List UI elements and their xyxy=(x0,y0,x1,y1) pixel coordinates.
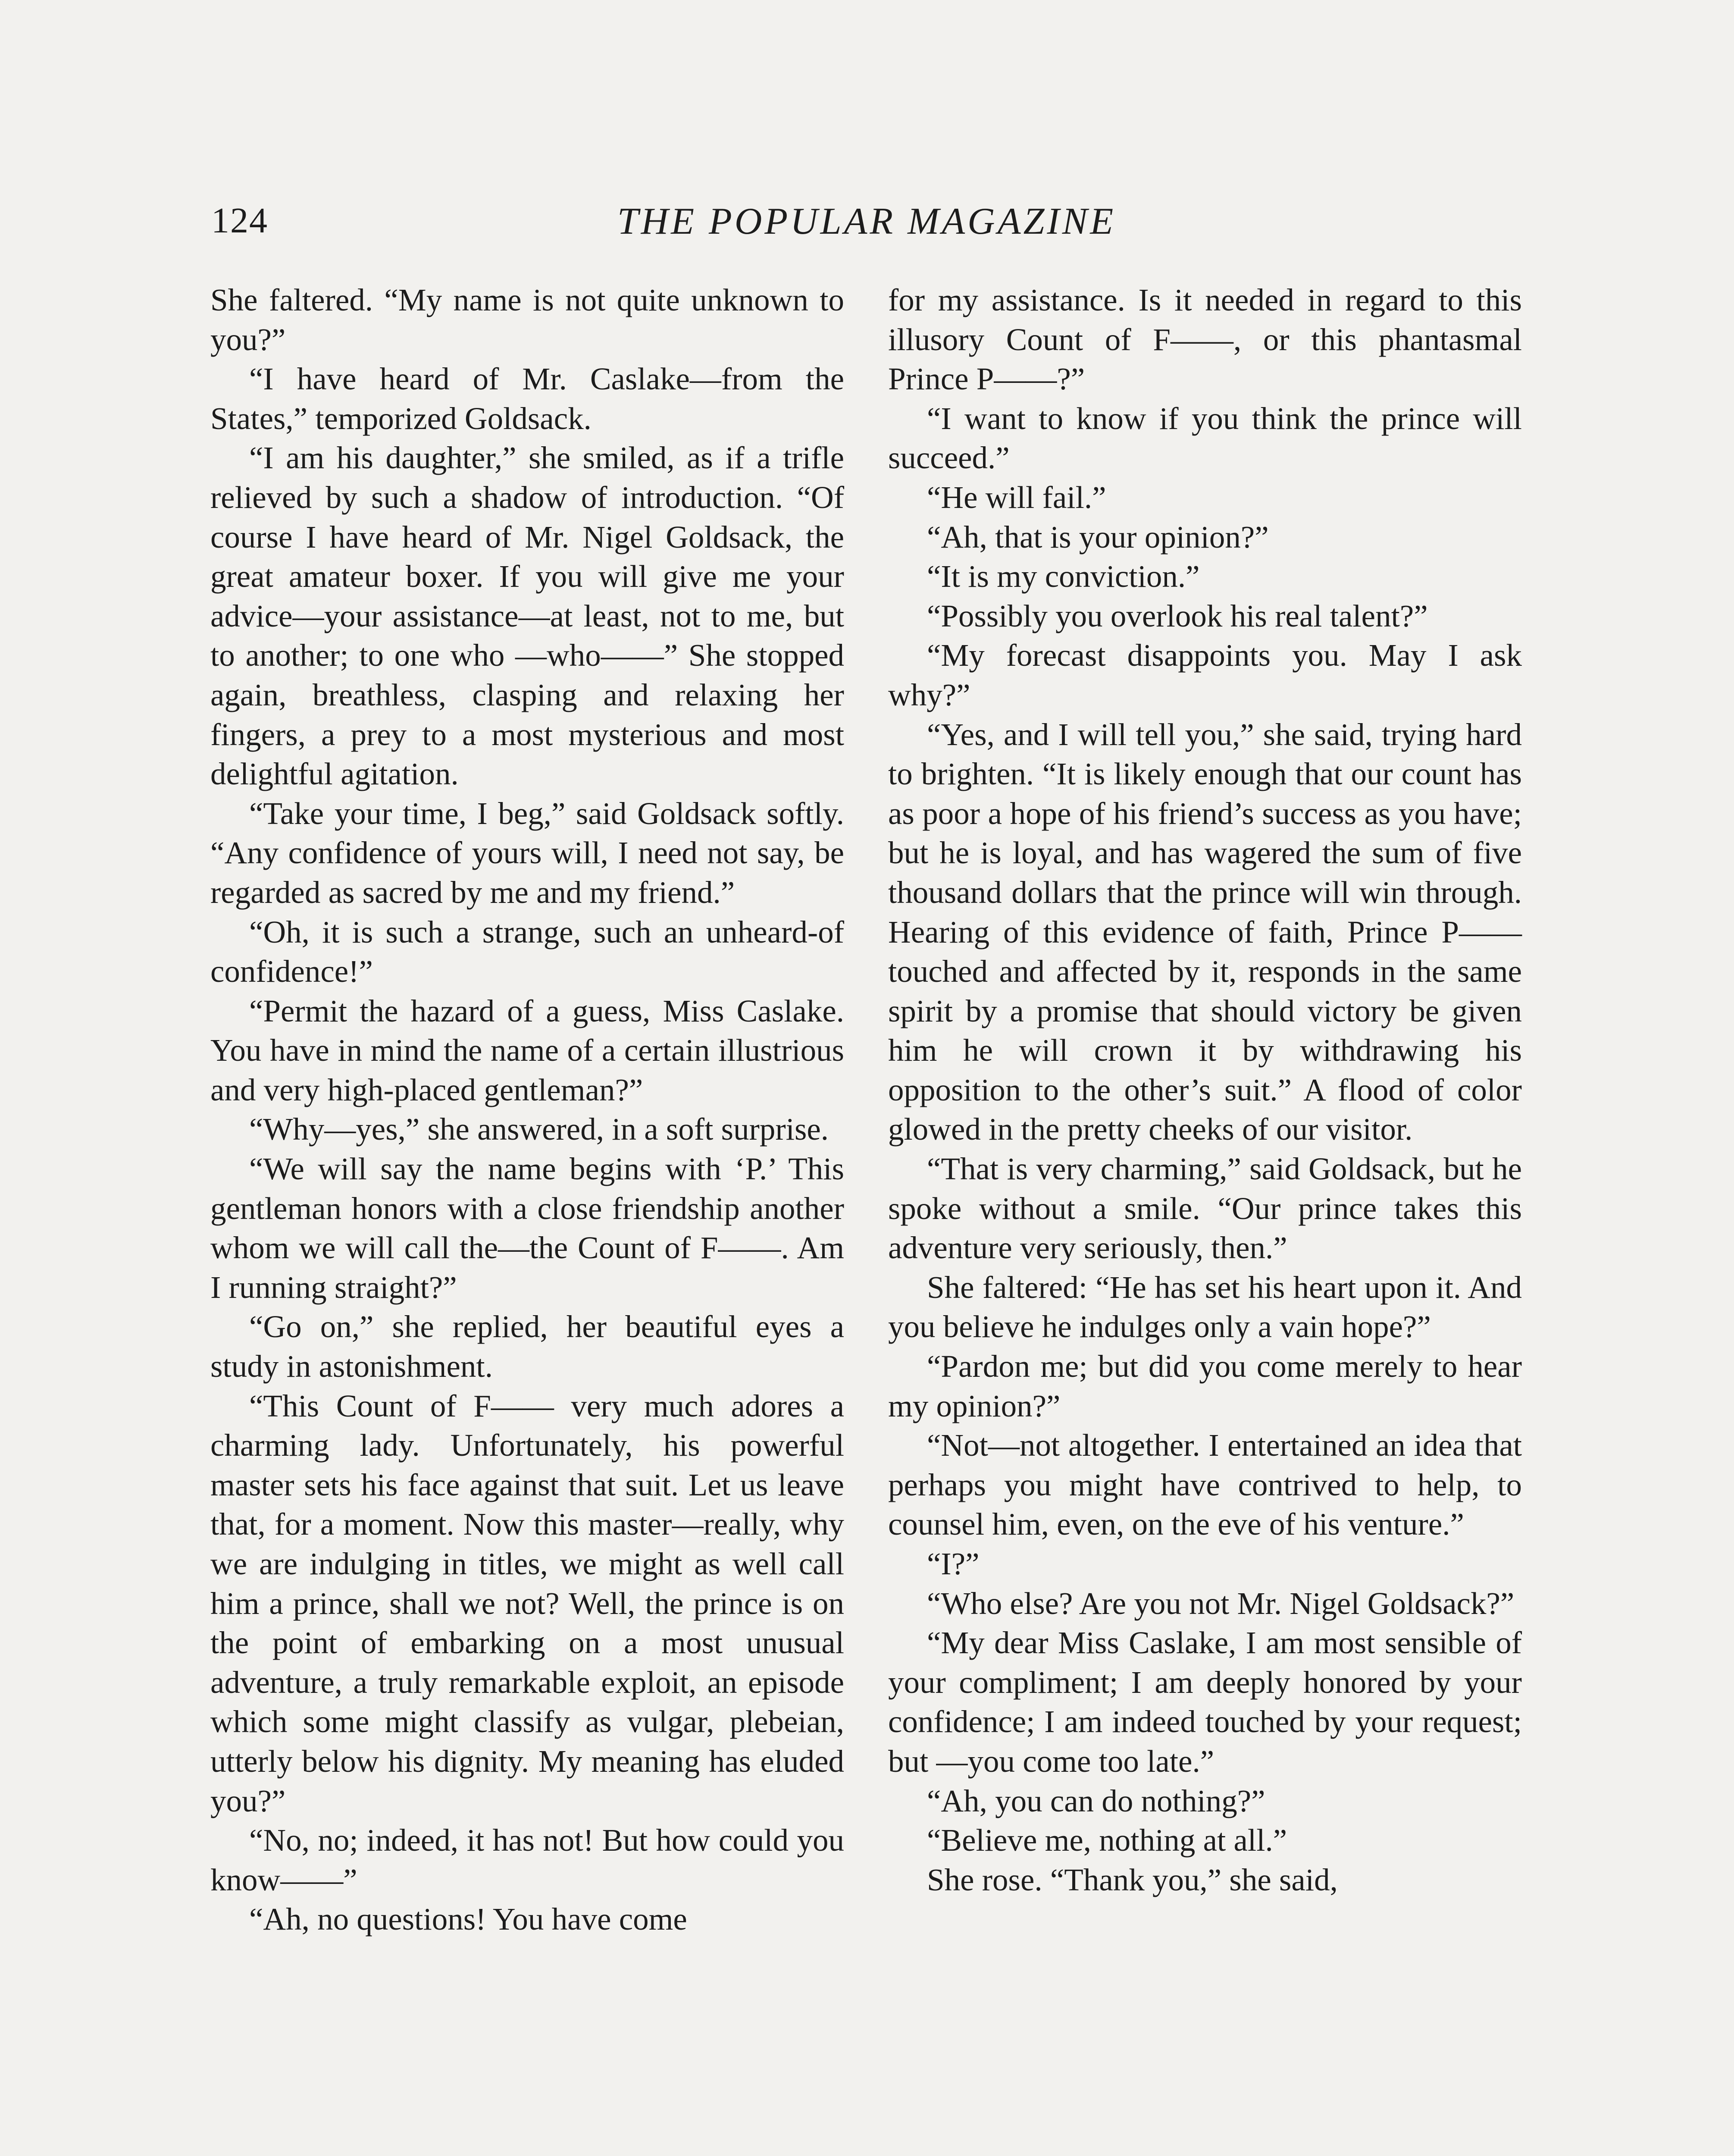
paragraph: “I want to know if you think the prince will succeed.” xyxy=(888,401,1522,476)
paragraph: She faltered. “My name is not quite unknown to you?” xyxy=(210,282,844,357)
paragraph: “I have heard of Mr. Caslake—from the States,” temporized Goldsack. xyxy=(210,361,844,436)
paragraph: “He will fail.” xyxy=(927,479,1106,515)
page-number: 124 xyxy=(211,201,268,241)
paragraph: “It is my conviction.” xyxy=(927,559,1200,594)
paragraph: “Permit the hazard of a guess, Miss Caslake. You have in mind the name of a certain illustrious and very high-placed gentleman?” xyxy=(210,993,844,1107)
paragraph: “Possibly you overlook his real talent?” xyxy=(927,598,1428,633)
paragraph: “Why—yes,” she answered, in a soft surprise. xyxy=(249,1112,829,1147)
paragraph: She faltered: “He has set his heart upon it. And you believe he indulges only a vain hope?” xyxy=(888,1269,1522,1344)
paragraph: for my assistance. Is it needed in regard to this illusory Count of F——, or this phantasmal Prince P——?” xyxy=(888,282,1522,397)
paragraph: “Believe me, nothing at all.” xyxy=(927,1823,1287,1858)
paragraph: “Ah, no questions! You have come xyxy=(249,1902,687,1937)
paragraph: “Pardon me; but did you come merely to hear my opinion?” xyxy=(888,1349,1522,1423)
paragraph: “Not—not altogether. I entertained an idea that perhaps you might have contrived to help, to counsel him, even, on the eve of his venture.” xyxy=(888,1428,1522,1542)
paragraph: “This Count of F—— very much adores a charming lady. Unfortunately, his powerful master sets his face against that suit. Let us leave that, for a moment. Now this master—really, why we are indulging in titles, we might as well call him a prince, shall we not? Well, the prince is on the point of embarking on a most unusual adventure, a truly remarkable exploit, an episode which some might classify as vulgar, plebeian, utterly below his dignity. My meaning has eluded you?” xyxy=(210,1388,844,1818)
paragraph: “Yes, and I will tell you,” she said, trying hard to brighten. “It is likely enough that our count has as poor a hope of his friend’s success as you have; but he is loyal, and has wagered the sum of five thousand dollars that the prince will win through. Hearing of this evidence of faith, Prince P—— touched and affected by it, responds in the same spirit by a promise that should victory be given him he will crown it by withdrawing his opposition to the other’s suit.” A flood of color glowed in the pretty cheeks of our visitor. xyxy=(888,717,1522,1147)
paragraph: “My dear Miss Caslake, I am most sensible of your compliment; I am deeply honored by your confidence; I am indeed touched by your request; but —you come too late.” xyxy=(888,1625,1522,1779)
left-column xyxy=(210,280,844,1939)
paragraph: “I am his daughter,” she smiled, as if a trifle relieved by such a shadow of introduction. “Of course I have heard of Mr. Nigel Goldsack, the great amateur boxer. If you will give me your advice—your assistance—at least, not to me, but to another; to one who —who——” She stopped again, breathless, clasping and relaxing her fingers, a prey to a most mysterious and most delightful agitation. xyxy=(210,440,844,792)
paragraph: “Take your time, I beg,” said Goldsack softly. “Any confidence of yours will, I need not say, be regarded as sacred by me and my friend.” xyxy=(210,796,844,910)
paragraph: “We will say the name begins with ‘P.’ This gentleman honors with a close friendship another whom we will call the—the Count of F——. Am I running straight?” xyxy=(210,1151,844,1305)
right-column xyxy=(888,280,1522,1899)
paragraph: “I?” xyxy=(927,1546,980,1581)
paragraph: “Oh, it is such a strange, such an unheard-of confidence!” xyxy=(210,914,844,989)
paragraph: “Ah, you can do nothing?” xyxy=(927,1783,1265,1818)
paragraph: “No, no; indeed, it has not! But how could you know——” xyxy=(210,1823,844,1897)
running-head: THE POPULAR MAGAZINE xyxy=(617,201,1116,242)
paragraph: “Ah, that is your opinion?” xyxy=(927,519,1269,555)
paragraph: “My forecast disappoints you. May I ask why?” xyxy=(888,638,1522,712)
paragraph: “Go on,” she replied, her beautiful eyes a study in astonishment. xyxy=(210,1309,844,1384)
paragraph: She rose. “Thank you,” she said, xyxy=(927,1862,1338,1897)
paragraph: “That is very charming,” said Goldsack, but he spoke without a smile. “Our prince takes this adventure very seriously, then.” xyxy=(888,1151,1522,1266)
paragraph: “Who else? Are you not Mr. Nigel Goldsack?” xyxy=(927,1586,1515,1621)
